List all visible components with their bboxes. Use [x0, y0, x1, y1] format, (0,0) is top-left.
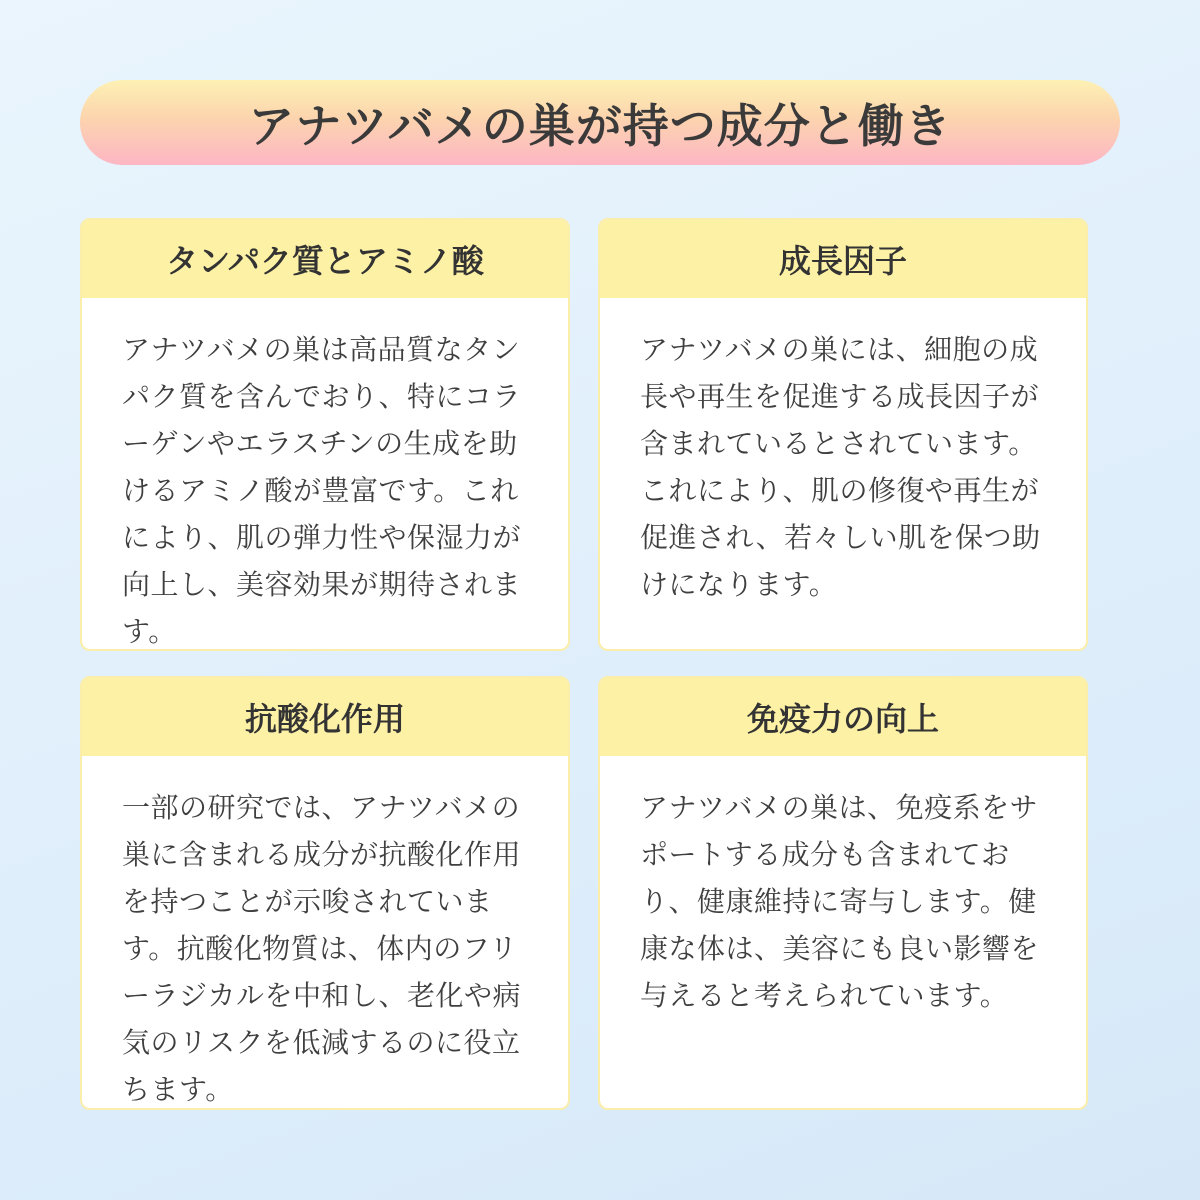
card-header	[82, 678, 568, 756]
card-body	[82, 756, 568, 1110]
card-protein-amino-acids	[80, 218, 570, 651]
card-title: 成長因子	[778, 242, 907, 280]
card-body	[600, 298, 1086, 608]
card-body	[82, 298, 568, 651]
card-title: 抗酸化作用	[244, 700, 405, 738]
card-text: アナツバメの巣は、免疫系をサポートする成分も含まれており、健康維持に寄与します。健康な体は、美容にも良い影響を与えると考えられています。	[640, 791, 1040, 1012]
card-header	[82, 220, 568, 298]
title-banner	[80, 80, 1120, 165]
card-antioxidant	[80, 676, 570, 1110]
card-header	[600, 220, 1086, 298]
card-title: タンパク質とアミノ酸	[166, 242, 484, 280]
card-text: 一部の研究では、アナツバメの巣に含まれる成分が抗酸化作用を持つことが示唆されています。抗酸化物質は、体内のフリーラジカルを中和し、老化や病気のリスクを低減するのに役立ちます。	[122, 791, 522, 1106]
card-text: アナツバメの巣は高品質なタンパク質を含んでおり、特にコラーゲンやエラスチンの生成を助けるアミノ酸が豊富です。これにより、肌の弾力性や保湿力が向上し、美容効果が期待されます。	[122, 333, 522, 648]
card-title: 免疫力の向上	[746, 700, 939, 738]
page-title: アナツバメの巣が持つ成分と働き	[248, 98, 952, 153]
card-immunity	[598, 676, 1088, 1110]
card-header	[600, 678, 1086, 756]
card-body	[600, 756, 1086, 1019]
card-text: アナツバメの巣には、細胞の成長や再生を促進する成長因子が含まれているとされています。これにより、肌の修復や再生が促進され、若々しい肌を保つ助けになります。	[640, 333, 1041, 601]
card-growth-factor	[598, 218, 1088, 651]
